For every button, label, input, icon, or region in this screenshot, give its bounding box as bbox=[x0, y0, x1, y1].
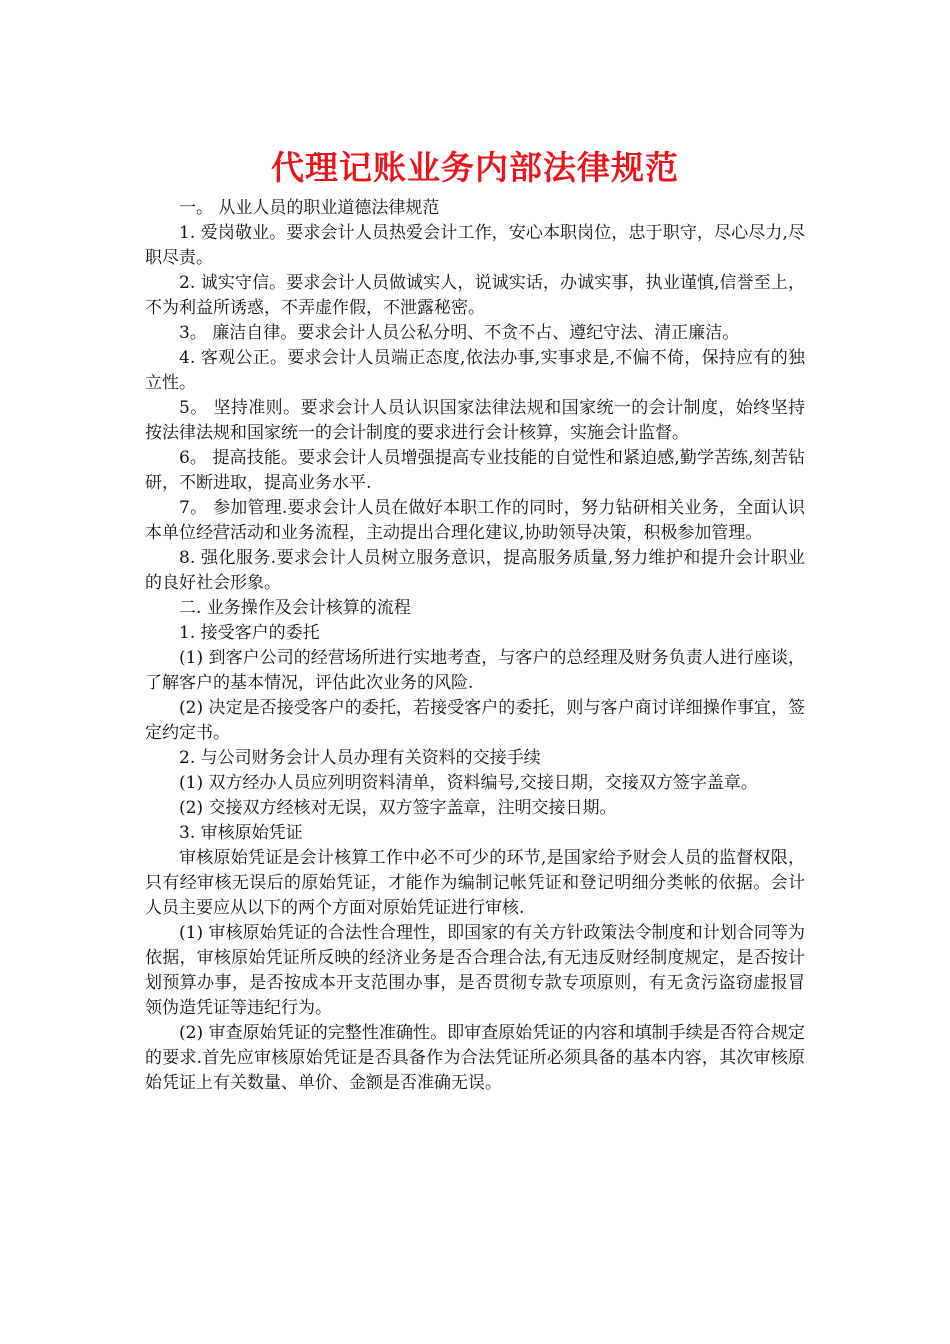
section-heading: 二. 业务操作及会计核算的流程 bbox=[179, 598, 411, 618]
paragraph: 3。 廉洁自律。要求会计人员公私分明、不贪不占、遵纪守法、清正廉洁。 bbox=[179, 323, 740, 343]
paragraph: 4. 客观公正。要求会计人员端正态度,依法办事,实事求是,不偏不倚，保持应有的独立性。 bbox=[145, 348, 805, 393]
subsection-heading: 2. 与公司财务会计人员办理有关资料的交接手续 bbox=[179, 748, 541, 768]
paragraph: 8. 强化服务.要求会计人员树立服务意识，提高服务质量,努力维护和提升会计职业的良好社会形象。 bbox=[145, 548, 805, 593]
subsection-heading: 1. 接受客户的委托 bbox=[179, 623, 320, 643]
document-title: 代理记账业务内部法律规范 bbox=[271, 148, 679, 187]
document-body bbox=[145, 196, 805, 1096]
paragraph: 6。 提高技能。要求会计人员增强提高专业技能的自觉性和紧迫感,勤学苦练,刻苦钻研，不断进取，提高业务水平. bbox=[145, 448, 805, 493]
paragraph: (2) 决定是否接受客户的委托，若接受客户的委托，则与客户商讨详细操作事宜，签定约定书。 bbox=[145, 698, 805, 743]
paragraph: (2) 审查原始凭证的完整性准确性。即审查原始凭证的内容和填制手续是否符合规定的要求.首先应审核原始凭证是否具备作为合法凭证所必须具备的基本内容，其次审核原始凭证上有关数量、单价、金额是否准确无误。 bbox=[145, 1023, 805, 1093]
paragraph: 5。 坚持准则。要求会计人员认识国家法律法规和国家统一的会计制度，始终坚持按法律法规和国家统一的会计制度的要求进行会计核算，实施会计监督。 bbox=[145, 398, 805, 443]
paragraph: (1) 双方经办人员应列明资料清单，资料编号,交接日期，交接双方签字盖章。 bbox=[179, 773, 758, 793]
paragraph: (2) 交接双方经核对无误，双方签字盖章，注明交接日期。 bbox=[179, 798, 617, 818]
paragraph: 审核原始凭证是会计核算工作中必不可少的环节,是国家给予财会人员的监督权限，只有经审核无误后的原始凭证，才能作为编制记帐凭证和登记明细分类帐的依据。会计人员主要应从以下的两个方面对原始凭证进行审核. bbox=[145, 848, 805, 918]
paragraph: 1. 爱岗敬业。要求会计人员热爱会计工作，安心本职岗位，忠于职守，尽心尽力,尽职尽责。 bbox=[145, 223, 805, 268]
paragraph: 2. 诚实守信。要求会计人员做诚实人，说诚实话，办诚实事，执业谨慎,信誉至上，不为利益所诱惑，不弄虚作假，不泄露秘密。 bbox=[145, 273, 805, 318]
paragraph: 7。 参加管理.要求会计人员在做好本职工作的同时，努力钻研相关业务，全面认识本单位经营活动和业务流程，主动提出合理化建议,协助领导决策，积极参加管理。 bbox=[145, 498, 805, 543]
section-heading: 一。 从业人员的职业道德法律规范 bbox=[179, 198, 440, 218]
paragraph: (1) 到客户公司的经营场所进行实地考查，与客户的总经理及财务负责人进行座谈，了解客户的基本情况，评估此次业务的风险. bbox=[145, 648, 805, 693]
paragraph: (1) 审核原始凭证的合法性合理性，即国家的有关方针政策法令制度和计划合同等为依据，审核原始凭证所反映的经济业务是否合理合法,有无违反财经制度规定，是否按计划预算办事，是否按成本开支范围办事，是否贯彻专款专项原则，有无贪污盗窃虚报冒领伪造凭证等违纪行为。 bbox=[145, 923, 805, 1018]
subsection-heading: 3. 审核原始凭证 bbox=[179, 823, 303, 843]
